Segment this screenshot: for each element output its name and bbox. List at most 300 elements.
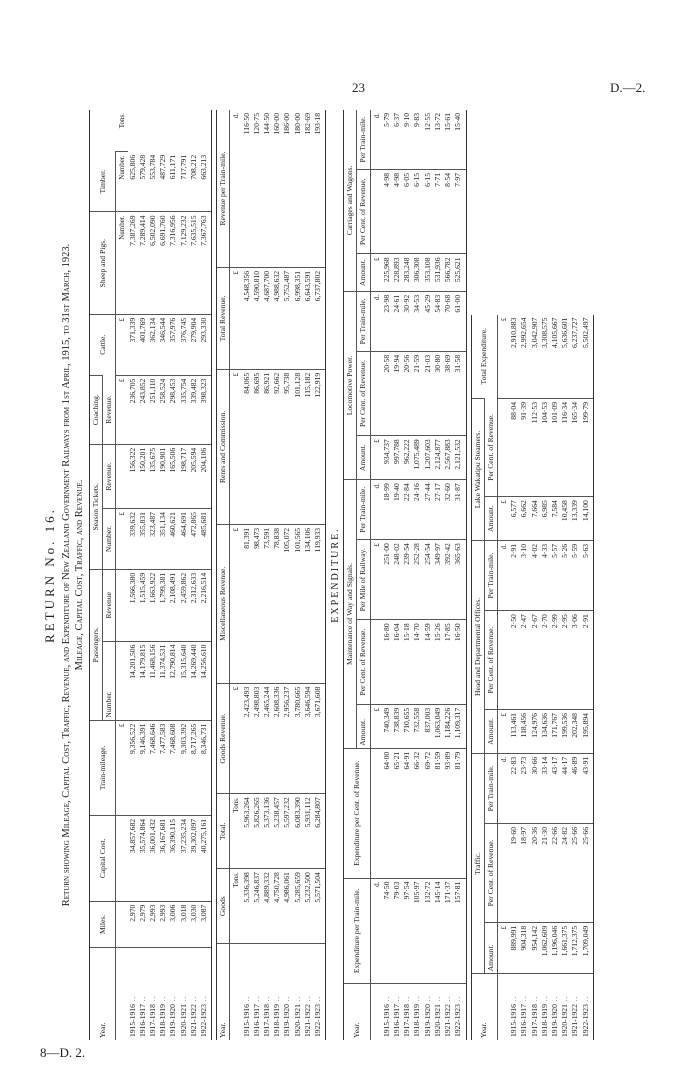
table-cell: 6,502,090 [148,212,158,314]
table-row [453,110,465,1040]
table-cell: 339,632 [128,509,138,570]
table-cell: 73,591 [262,524,272,683]
table-cell: 45·29 [423,291,433,351]
table-cell: 3,006 [168,901,178,947]
table-cell: 5·79 [381,113,391,127]
table-row [199,110,211,1040]
table-cell: 392·42 [443,540,453,620]
table-cell: 398,323 [199,375,211,444]
unit-cell [370,748,382,878]
table-cell: 4,687,700 [262,267,272,369]
col-loco-pct: Per Cent. of Revenue. [357,351,370,435]
table-cell: 15·40 [453,113,463,131]
table-cell: 122,919 [313,369,325,524]
unit-row [370,110,382,1040]
table-cell: 3·10 [519,540,529,610]
table-cell: 43·17 [550,753,560,823]
table-cell: 6,737,802 [313,267,325,369]
unit-cell [116,948,128,1040]
table-cell: 93·89 [443,748,453,878]
leader-dots: .. [178,995,188,1005]
table-cell: 115,182 [303,369,313,524]
table-cell: 44·17 [560,753,570,823]
col-timber: Timber. [90,152,116,212]
table-cell: 5,826,265 [252,794,262,869]
leader-dots: .. [529,995,539,1005]
table-cell: 279,904 [189,314,199,375]
table-cell: 8·54 [443,169,453,253]
unit-row [116,110,128,1040]
table-cell: 5,752,487 [282,267,292,369]
row-year: 1921-1922 .. [570,974,580,1040]
table-cell: 4,750,728 [272,869,282,944]
unit-cell [497,611,509,710]
table-cell: 97·54 [402,878,412,983]
table-cell: 78,838 [272,524,282,683]
table-cell: 160·00 [272,113,282,135]
leader-dots: .. [137,995,147,1005]
leader-dots: .. [422,995,432,1005]
table-cell: 101,128 [293,369,303,524]
table-cell: 2·70 [540,611,550,710]
table-cell: 33·14 [540,753,550,823]
table-cell: 193·18 [313,113,323,135]
table-cell: 2,956,237 [282,683,292,794]
col-coaching-revenue: Revenue. [103,375,116,444]
table-cell: 7·97 [453,169,465,253]
table-cell: 335,754 [179,375,189,444]
row-year: 1918-1919 .. [412,983,422,1040]
table-cell: 144·50 [262,113,272,135]
table-cell: 6·05 [402,169,412,253]
unit-cell: Tons. [118,113,127,129]
unit-cell: £ [370,540,382,620]
table-cell: 306,308 [412,254,422,291]
table-cell: 4·02 [530,540,540,610]
table-row [138,110,148,1040]
table-cell: 5·26 [560,540,570,610]
leader-dots: .. [580,995,590,1005]
table-cell: 16·50 [453,620,465,704]
unit-cell [497,974,509,1040]
row-year: 1918-1919 .. [540,974,550,1040]
table-cell: 6·15 [423,169,433,253]
table-cell: 21·30 [540,823,550,922]
col-group-coaching: Coaching. [90,375,103,444]
col-traffic-pct: Per Cent. of Revenue. [484,823,497,922]
unit-cell: £ [116,375,128,444]
row-year: 1917-1918 .. [262,944,272,1040]
unit-cell: Tons. [230,869,242,944]
table-row [509,315,519,1040]
col-sheep-pigs: Sheep and Pigs. [90,212,116,314]
table-cell: 371,339 [128,314,138,375]
col-group-maintenance: Maintenance of Way and Signals. [344,480,357,749]
table-cell: 5,597,232 [282,794,292,869]
table-cell: 401,769 [138,314,148,375]
table-cell: 61·00 [453,291,465,351]
table-cell: 1,566,380 [128,569,138,641]
row-year: 1915-1916 .. [509,974,519,1040]
table-cell: 1,515,459 [138,569,148,641]
table-cell: 23·98 [382,291,392,351]
table-cell: 19·94 [392,351,402,435]
table-cell: 21·03 [423,351,433,435]
table-cell: 349·97 [433,540,443,620]
table-cell: 36,167,681 [158,815,168,901]
leader-dots: .. [127,995,137,1005]
table-cell: 34,857,682 [128,815,138,901]
table-cell: 14,256,610 [199,641,211,720]
table-row [158,110,168,1040]
table-cell: 2,970 [128,901,138,947]
table-cell: 12,790,814 [168,641,178,720]
table-cell: 553,784 [148,154,158,180]
table-cell: 485,681 [199,509,211,570]
table-cell: 199,536 [560,710,570,754]
table-cell: 5·57 [550,540,560,610]
table-cell: 198,717 [179,444,189,508]
table3-body [370,110,465,1040]
row-year: 1921-1922 .. [189,948,199,1040]
table-cell: 997,788 [392,436,402,480]
col-group-locomotive: Locomotive Power. [344,291,357,479]
table-cell: 124,976 [530,710,540,754]
table-cell: 5,285,659 [293,869,303,944]
table-cell: 531,936 [433,254,443,291]
unit-cell: £ [497,922,509,973]
leader-dots: .. [570,995,580,1005]
table-row [581,315,593,1040]
table-cell: 116·34 [560,399,570,497]
table-cell: 7,584 [550,497,560,541]
table-cell: 36,390,115 [168,815,178,901]
col-goods-revenue: Goods Revenue. [217,683,230,794]
table-cell: 12·55 [422,113,432,131]
table-cell: 16·04 [392,620,402,704]
table-cell: 182·69 [302,113,312,135]
unit-cell: d. [497,540,509,610]
table-cell: 460,621 [168,509,178,570]
table-cell: 6,662 [519,497,529,541]
table-cell: 3,018 [179,901,189,947]
table-cell: 738,839 [392,704,402,748]
table-cell: 566,782 [443,254,453,291]
table-cell: 251·00 [382,540,392,620]
unit-cell: £ [497,710,509,754]
unit-cell: Number. [116,212,128,314]
table-row [402,110,412,1040]
unit-cell: £ [230,369,242,524]
table-cell: 79·03 [392,878,402,983]
table-cell: 15·61 [443,113,453,131]
col-maint-per-train-mile: Per Train-mile. [357,480,370,540]
table-cell: 7,129,232 [179,212,189,314]
table-cell: 228,893 [392,254,402,291]
table-cell: 962,222 [402,436,412,480]
row-year: 1920-1921 .. [179,948,189,1040]
table-cell: 86,921 [262,369,272,524]
table-cell: 105,072 [282,524,292,683]
table-cell: 5,373,136 [262,794,272,869]
table-cell: 258,524 [158,375,168,444]
table-cell: 1,196,046 [550,922,560,973]
table-cell: 2·91 [581,611,593,710]
table-cell: 81·79 [453,748,465,878]
table-cell: 118,456 [519,710,529,754]
table-cell: 84,065 [242,369,252,524]
unit-cell: £ [230,267,242,369]
table-row [433,110,443,1040]
table-cell: 9·83 [412,113,422,127]
table-cell: 171·37 [443,878,453,983]
col-passenger-revenue: Revenue [103,569,116,641]
table-row [293,110,303,1040]
table-row [128,110,138,1040]
footer-reference: 8—D. 2. [40,1045,86,1060]
table-row [242,110,252,1040]
table-cell: 81·59 [433,748,443,878]
table-cell: 43·91 [581,753,593,823]
table-cell: 165,506 [168,444,178,508]
col-capital-cost: Capital Cost. [90,815,116,901]
table-cell: 4,105,667 [549,317,559,348]
table-cell: 6,237,727 [570,317,580,348]
table-cell: 199·79 [581,399,593,497]
unit-cell: d. [370,291,382,351]
table-cell: 25·66 [570,823,580,922]
table-cell: 21·59 [412,351,422,435]
table-cell: 4·98 [382,169,392,253]
col-maint-pct: Per Cent. of Revenue. [357,620,370,704]
table-cell: 2,465,244 [262,683,272,794]
unit-cell: £ [370,254,382,291]
table-cell: 13,339 [570,497,580,541]
table-cell: 5,636,601 [560,317,570,348]
table-cell: 3,030 [189,901,199,947]
leader-dots: .. [292,995,302,1005]
table-cell: 3,087 [199,901,211,947]
unit-row [497,315,509,1040]
table-cell: 2·50 [509,611,519,710]
table-cell: 5·63 [581,540,593,610]
expenditure-heading: EXPENDITURE. [330,527,342,623]
unit-cell [370,351,382,435]
table-cell: 1,799,381 [158,569,168,641]
table-cell: 934,737 [382,436,392,480]
return-title: RETURN No. 16. [42,507,57,643]
table-row [412,110,422,1040]
table-cell: 3,042,907 [529,317,539,348]
table-row [189,110,199,1040]
table-cell: 1,075,489 [412,436,422,480]
row-year: 1917-1918 .. [530,974,540,1040]
col-group-carriages: Carriages and Wagons. [344,110,357,291]
table-cell: 1,207,603 [423,436,433,480]
table-cell: 54·83 [433,291,443,351]
table-row [443,110,453,1040]
table-cell: 22·84 [402,480,412,540]
table-row [382,110,392,1040]
col-carriage-per-train-mile: Per Train-mile. [357,110,370,169]
table-cell: 1,109,317 [453,704,465,748]
table-cell: 20·56 [402,351,412,435]
table-cell: 2,312,633 [189,569,199,641]
col-maint-per-mile: Per Mile of Railway. [357,540,370,620]
table-cell: 6,985 [540,497,550,541]
document-reference: D.—2. [610,80,646,95]
table-cell: 837,003 [423,704,433,748]
table-cell: 351,134 [158,509,168,570]
table-cell: 34·53 [412,291,422,351]
leader-dots: .. [158,995,168,1005]
table-cell: 150,201 [138,444,148,508]
table-cell: 14,100 [581,497,593,541]
table-cell: 1,663,922 [148,569,158,641]
col-total: Total. [217,794,230,869]
table-cell: 4,986,061 [282,869,292,944]
table-cell: 5,232,500 [303,869,313,944]
col-head-pct: Per Cent. of Revenue. [484,611,497,710]
table-cell: 145·14 [433,878,443,983]
table-cell: 202,348 [570,710,580,754]
unit-cell: £ [116,314,128,375]
table-cell: 171,767 [550,710,560,754]
table-cell: 7,367,763 [199,212,211,314]
table-cell: 239·54 [402,540,412,620]
table-cell: 663,213 [199,154,209,180]
table-cell: 7,664 [530,497,540,541]
table-cell: 6,577 [509,497,519,541]
row-year: 1919-1920 .. [550,974,560,1040]
table-cell: 353,108 [423,254,433,291]
table-cell: 10,458 [560,497,570,541]
table-cell: 472,865 [189,509,199,570]
table-cell: 525,621 [453,254,465,291]
table-cell: 24·82 [560,823,570,922]
table-row [392,110,402,1040]
table-cell: 101,565 [293,524,303,683]
table-row [570,315,580,1040]
table-cell: 64·91 [402,748,412,878]
unit-cell [116,641,128,720]
col-lake-pct: Per Cent. of Revenue. [484,399,497,497]
table-cell: 74·50 [382,878,392,983]
row-year: 1922-1923 .. [199,948,211,1040]
leader-dots: .. [302,995,312,1005]
col-group-traffic: Traffic. [472,753,485,974]
table-cell: 22·83 [509,753,519,823]
table-cell: 38·69 [443,351,453,435]
table-cell: 20·36 [530,823,540,922]
table-cell: 1,712,375 [570,922,580,973]
unit-cell [116,815,128,901]
table-cell: 15·18 [402,620,412,704]
leader-dots: .. [509,995,519,1005]
table-cell: 19·60 [509,823,519,922]
table-cell: 2,459,862 [179,569,189,641]
table-cell: 740,349 [382,704,392,748]
table-cell: 134,106 [303,524,313,683]
table-cell: 365·63 [453,540,465,620]
table-cell: 2·99 [550,611,560,710]
table-cell: 31·87 [453,480,465,540]
table-cell: 4·33 [540,540,550,610]
table-cell: 3,780,665 [293,683,303,794]
table-cell: 4,548,356 [242,267,252,369]
leader-dots: .. [412,995,422,1005]
leader-dots: .. [251,995,261,1005]
table-cell: 464,691 [179,509,189,570]
table-cell: 487,729 [158,154,168,180]
table-cell: 732,558 [412,704,422,748]
table-cell: 6,998,351 [293,267,303,369]
col-lake-amount: Amount. [484,497,497,541]
col-carriage-pct: Per Cent. of Revenue. [357,169,370,253]
col-rents-commission: Rents and Commission. [217,369,230,524]
col-group-season-tickets: Season Tickets. [90,444,103,569]
table-cell: 2,124,877 [433,436,443,480]
table-cell: 15,315,640 [179,641,189,720]
col-year: Year. [344,983,370,1040]
table-cell: 1,184,226 [443,704,453,748]
leader-dots: .. [188,995,198,1005]
table-cell: 27·44 [423,480,433,540]
table-cell: 98,473 [252,524,262,683]
table-cell: 323,487 [148,509,158,570]
row-year: 1922-1923 .. [453,983,465,1040]
table-cell: 1,062,609 [540,922,550,973]
table-cell: 4,988,632 [272,267,282,369]
leader-dots: .. [519,995,529,1005]
table-cell: 180·00 [292,113,302,135]
unit-cell: d. [370,878,382,983]
col-year: Year. [90,948,116,1040]
table-cell: 6,643,591 [303,267,313,369]
goods-revenue-table [216,110,326,1040]
table-cell: 8,717,265 [189,720,199,815]
table2-body [230,110,325,1040]
row-year: 1922-1923 .. [581,974,593,1040]
table-row [550,315,560,1040]
table-cell: 2,216,514 [199,569,211,641]
table-cell: 2·91 [509,540,519,610]
table-cell: 65·21 [392,748,402,878]
table-cell: 7,635,515 [189,212,199,314]
unit-cell [370,983,382,1040]
table-cell: 7,468,608 [168,720,178,815]
table-cell: 66·32 [412,748,422,878]
leader-dots: .. [262,995,272,1005]
return-subtitle: Return showing Mileage, Capital Cost, Traffic, Revenue, and Expenditure of New Zealand Government Railways from 1st April, 1915, to 31st March, 1923. [61,243,72,907]
table-cell: 2,108,491 [168,569,178,641]
unit-cell: £ [497,497,509,541]
unit-cell: Tons. [230,794,242,869]
table-cell: 25·66 [581,823,593,922]
table-cell: 18·99 [382,480,392,540]
table-cell: 6,083,390 [293,794,303,869]
table-cell: 69·72 [423,748,433,878]
table-cell: 92,662 [272,369,282,524]
table-cell: 5·59 [570,540,580,610]
table-cell: 36,001,432 [148,815,158,901]
table-cell: 717,791 [178,154,188,180]
table-cell: 6·15 [412,169,422,253]
table-cell: 7·71 [433,169,443,253]
table-cell: 22·66 [550,823,560,922]
col-year: Year. [217,944,230,1040]
col-expenditure-pct-revenue: Expenditure per Cent. of Revenue. [344,748,370,878]
